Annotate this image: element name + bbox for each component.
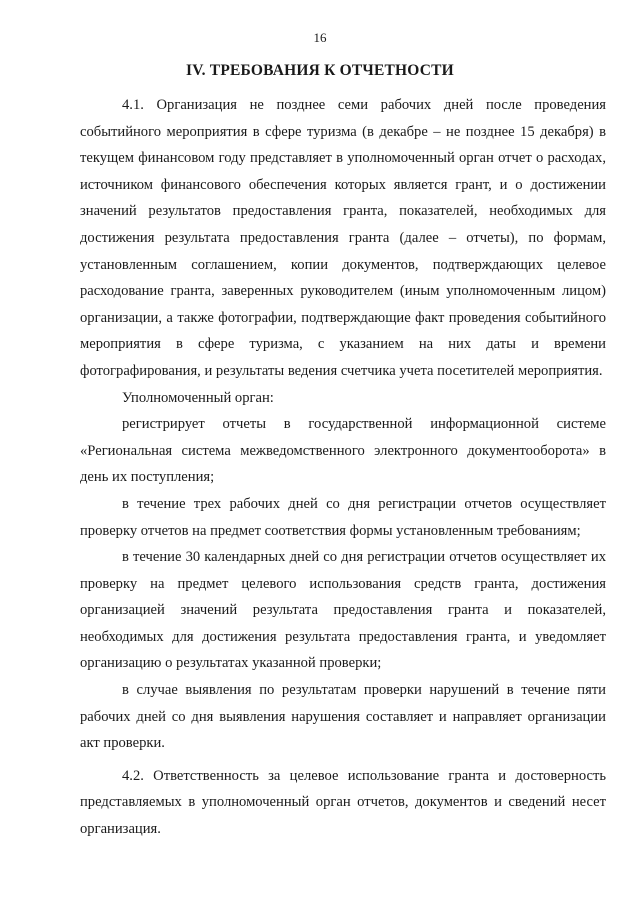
paragraph-three-days-check: в течение трех рабочих дней со дня регистрации отчетов осуществляет проверку отчетов на предмет соответствия формы установленным требованиям; xyxy=(80,495,606,539)
paragraph-violations: в случае выявления по результатам проверки нарушений в течение пяти рабочих дней со дня выявления нарушения составляет и направляет организации акт проверки. xyxy=(80,682,606,752)
section-heading: IV. ТРЕБОВАНИЯ К ОТЧЕТНОСТИ xyxy=(186,62,454,79)
document-body xyxy=(80,92,606,843)
paragraph-4-2: 4.2. Ответственность за целевое использование гранта и достоверность представляемых в уполномоченный орган отчетов, документов и сведений несет организация. xyxy=(80,767,606,838)
page-number: 16 xyxy=(313,30,327,45)
paragraph-4-1: 4.1. Организация не позднее семи рабочих дней после проведения событийного мероприятия в сфере туризма (в декабре – не позднее 15 декабря) в текущем финансовом году представляет в уполномоченный орган отчет о расходах, источником финансового обеспечения которых является грант, и о достижении значений результатов предоставления гранта, показателей, необходимых для достижения результата предоставления гранта (далее – отчеты), по формам, установленным соглашением, копии документов, подтверждающих целевое расходование гранта, заверенных руководителем (иным уполномоченным лицом) организации, а также фотографии, подтверждающие факт проведения событийного мероприятия в сфере туризма, с указанием на них даты и времени фотографирования, и результаты ведения счетчика учета посетителей мероприятия. xyxy=(80,97,606,379)
paragraph-authorized-body: Уполномоченный орган: xyxy=(122,389,274,406)
paragraph-thirty-days-check: в течение 30 календарных дней со дня регистрации отчетов осуществляет их проверку на предмет целевого использования средств гранта, достижения организацией значений результата предоставления гранта и показателей, необходимых для достижения результата предоставления гранта, и уведомляет организацию о результатах указанной проверки; xyxy=(80,549,606,672)
paragraph-registers: регистрирует отчеты в государственной информационной системе «Региональная система межведомственного электронного документооборота» в день их поступления; xyxy=(80,416,606,486)
